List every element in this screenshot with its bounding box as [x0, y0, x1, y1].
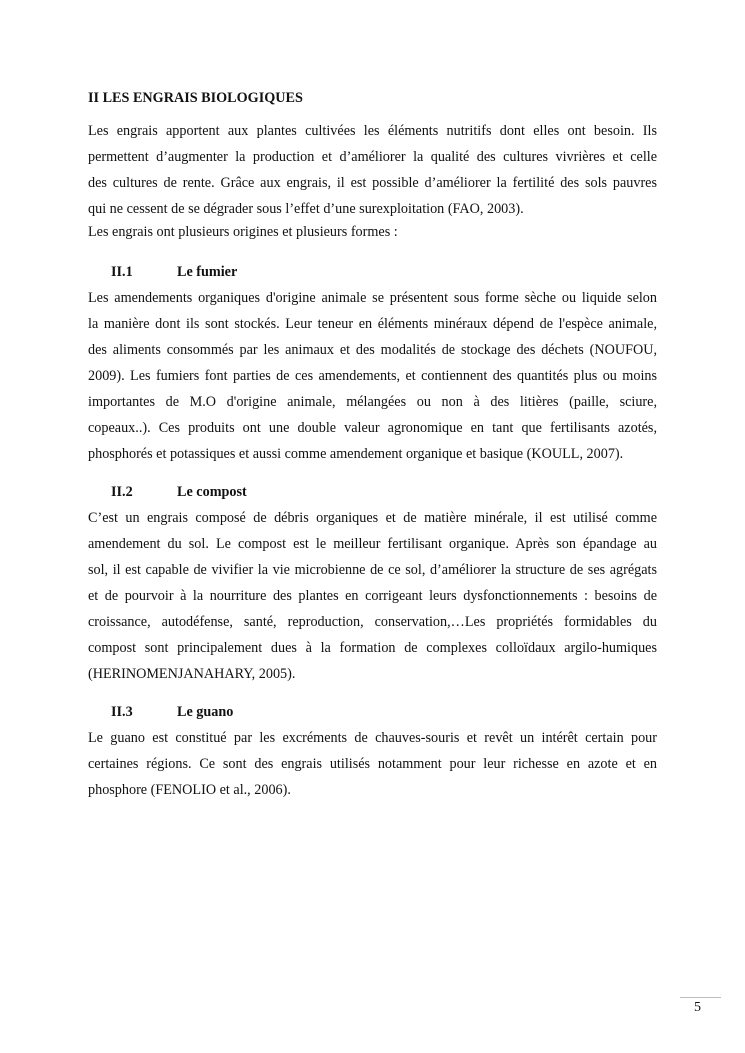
text-line: la manière dont ils sont stockés. Leur teneur en éléments minéraux dépend de l'espèce animale, [88, 316, 657, 332]
paragraph-compost [88, 505, 657, 687]
text-line: phosphorés et potassiques et aussi comme amendement organique et basique (KOULL, 2007). [88, 446, 624, 462]
section-heading: II LES ENGRAIS BIOLOGIQUES [88, 90, 303, 106]
text-line: 2009). Les fumiers font parties de ces amendements, et contiennent des quantités plus ou moins [88, 368, 657, 384]
intro-paragraph [88, 118, 657, 222]
subsection-number: II.3 [111, 704, 133, 720]
text-line: des aliments consommés par les animaux et des modalités de stockage des déchets (NOUFOU, [88, 342, 657, 358]
text-line: permettent d’augmenter la production et d’améliorer la qualité des cultures vivrières et celle [88, 149, 657, 165]
page-number: 5 [694, 1000, 701, 1015]
text-line: Le guano est constitué par les excréments de chauves-souris et revêt un intérêt certain pour [88, 730, 657, 746]
text-line: Les engrais apportent aux plantes cultivées les éléments nutritifs dont elles ont besoin. Ils [88, 123, 657, 139]
text-line: copeaux..). Ces produits ont une double valeur agronomique en tant que fertilisants azotés, [88, 420, 657, 436]
subsection-title: Le guano [177, 704, 234, 720]
paragraph-guano [88, 725, 657, 803]
text-line: (HERINOMENJANAHARY, 2005). [88, 666, 296, 682]
text-line: sol, il est capable de vivifier la vie microbienne de ce sol, d’améliorer la structure de ses agrégats [88, 562, 657, 578]
text-line: et de pourvoir à la nourriture des plantes en corrigeant leurs dysfonctionnements : besoins de [88, 588, 657, 604]
text-line: importantes de M.O d'origine animale, mélangées ou non à des litières (paille, sciure, [88, 394, 657, 410]
subsection-title: Le compost [177, 484, 247, 500]
subsection-title: Le fumier [177, 264, 238, 280]
text-line: amendement du sol. Le compost est le meilleur fertilisant organique. Après son épandage au [88, 536, 657, 552]
text-line: Les amendements organiques d'origine animale se présentent sous forme sèche ou liquide selon [88, 290, 657, 306]
text-line: certaines régions. Ce sont des engrais utilisés notamment pour leur richesse en azote et en [88, 756, 657, 772]
text-line: qui ne cessent de se dégrader sous l’effet d’une surexploitation (FAO, 2003). [88, 201, 524, 217]
paragraph-fumier [88, 285, 657, 467]
text-line: croissance, autodéfense, santé, reproduction, conservation,…Les propriétés formidables du [88, 614, 657, 630]
subsection-number: II.2 [111, 484, 133, 500]
text-line: phosphore (FENOLIO et al., 2006). [88, 782, 291, 798]
footer-divider [680, 997, 721, 998]
intro-line-2: Les engrais ont plusieurs origines et plusieurs formes : [88, 224, 398, 240]
subsection-number: II.1 [111, 264, 133, 280]
text-line: C’est un engrais composé de débris organiques et de matière minérale, il est utilisé comme [88, 510, 657, 526]
text-line: des cultures de rente. Grâce aux engrais, il est possible d’améliorer la fertilité des sols pauvres [88, 175, 657, 191]
text-line: compost sont principalement dues à la formation de complexes colloïdaux argilo-humiques [88, 640, 657, 656]
